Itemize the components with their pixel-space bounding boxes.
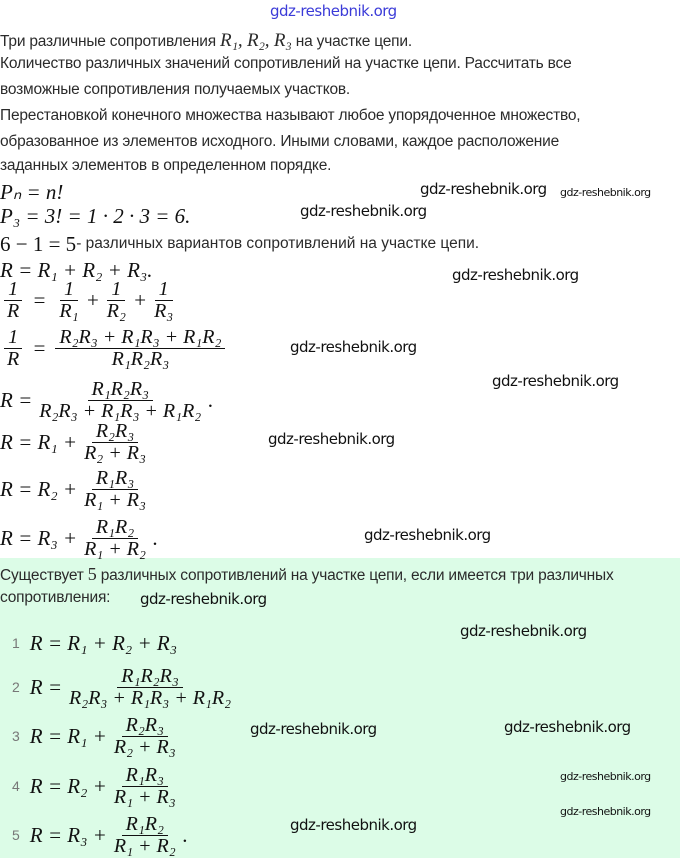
- intro-line-3: возможные сопротивления получаемых участков.: [0, 81, 351, 98]
- fraction: [80, 468, 150, 511]
- text: на участке цепи.: [291, 33, 412, 50]
- watermark: gdz-reshebnik.org: [364, 526, 491, 544]
- numerator: R₂R₃: [122, 715, 168, 737]
- fraction: [103, 279, 130, 322]
- numerator: 1: [4, 279, 22, 301]
- numerator: 1: [4, 327, 22, 349]
- text: - различных вариантов сопротивлений на участке цепи.: [76, 235, 480, 252]
- period: .: [182, 822, 188, 847]
- formula-parallel-combined: [0, 326, 228, 370]
- fraction: [110, 814, 180, 857]
- list-item: [0, 621, 177, 665]
- numerator: 1: [155, 279, 173, 301]
- denominator: R₃: [154, 299, 174, 322]
- numerator: R₁R₂: [92, 517, 138, 539]
- watermark: gdz-reshebnik.org: [560, 770, 651, 783]
- plus: +: [132, 287, 148, 312]
- numerator: R₂R₃: [92, 421, 138, 443]
- watermark: gdz-reshebnik.org: [268, 430, 395, 448]
- watermark: gdz-reshebnik.org: [560, 805, 651, 818]
- denominator: R₁ + R₂: [113, 834, 176, 857]
- equals: =: [32, 335, 47, 360]
- list-item: [0, 665, 238, 709]
- formula-total-parallel: [0, 378, 214, 422]
- denominator: R₂ + R₃: [113, 735, 176, 758]
- denominator: R: [7, 299, 20, 322]
- fraction: [55, 279, 82, 322]
- denominator: R₁ + R₂: [84, 537, 146, 560]
- text: различных сопротивлений на участке цепи, если имеется три различных: [96, 567, 614, 584]
- lhs: R = R₁ +: [0, 429, 78, 454]
- lhs: R = R₂ +: [0, 476, 78, 501]
- lhs: R = R₃ +: [0, 525, 78, 550]
- lhs: R = R₁ +: [29, 723, 107, 748]
- numerator: R₁R₃: [92, 468, 138, 490]
- fraction: [65, 666, 235, 709]
- watermark: gdz-reshebnik.org: [140, 590, 267, 608]
- formula-parallel: [0, 278, 180, 322]
- plus: +: [85, 287, 100, 312]
- text: Три различные сопротивления: [0, 33, 221, 50]
- formula-pn: Pₙ = n!: [0, 179, 64, 204]
- item-number: 1: [12, 635, 20, 651]
- denominator: R₁R₂R₃: [111, 347, 170, 370]
- denominator: R₂R₃ + R₁R₃ + R₁R₂: [69, 686, 232, 709]
- lhs: R = R₂ +: [29, 773, 107, 798]
- intro-line-6: заданных элементов в определенном порядке.: [0, 157, 332, 174]
- lhs: R = R₁ + R₂ + R₃: [29, 630, 178, 655]
- watermark: gdz-reshebnik.org: [290, 338, 417, 356]
- fraction: [110, 715, 180, 758]
- formula-p3: P₃ = 3! = 1 · 2 · 3 = 6.: [0, 203, 191, 228]
- numerator: R₁R₃: [122, 765, 168, 787]
- fraction: [35, 379, 205, 422]
- watermark: gdz-reshebnik.org: [504, 718, 631, 736]
- period: .: [152, 525, 159, 550]
- formula-series: R = R₁ + R₂ + R₃.: [0, 257, 153, 282]
- formula-mixed-1: [0, 420, 153, 464]
- watermark: gdz-reshebnik.org: [290, 816, 417, 834]
- watermark: gdz-reshebnik.org: [300, 202, 427, 220]
- intro-line-1: [0, 30, 412, 52]
- denominator: R₂ + R₃: [84, 441, 146, 464]
- numerator: R₁R₂: [122, 814, 168, 836]
- lhs: R = R₃ +: [29, 822, 107, 847]
- denominator: R₂R₃ + R₁R₃ + R₁R₂: [39, 399, 202, 422]
- fraction: [150, 279, 177, 322]
- list-item: [0, 813, 188, 857]
- answer-line-1: [0, 564, 614, 585]
- watermark: gdz-reshebnik.org: [560, 186, 651, 199]
- numerator: R₁R₂R₃: [117, 666, 183, 688]
- count: 5: [87, 564, 97, 584]
- math: 6 − 1 = 5: [0, 231, 77, 256]
- denominator: R: [7, 347, 20, 370]
- watermark: gdz-reshebnik.org: [452, 266, 579, 284]
- intro-line-5: образованное из элементов исходного. Иными словами, каждое расположение: [0, 133, 560, 150]
- list-item: [0, 764, 183, 808]
- list-item: [0, 714, 183, 758]
- denominator: R₁ + R₃: [113, 785, 176, 808]
- equals: =: [32, 287, 47, 312]
- denominator: R₂: [106, 299, 126, 322]
- fraction: [80, 517, 150, 560]
- math-resistors: R₁, R₂, R₃: [220, 30, 292, 51]
- intro-line-2: Количество различных значений сопротивлений на участке цепи. Рассчитать все: [0, 55, 572, 72]
- denominator: R₁: [59, 299, 79, 322]
- watermark: gdz-reshebnik.org: [420, 180, 547, 198]
- fraction: [55, 327, 225, 370]
- lhs: R =: [0, 387, 33, 412]
- item-number: 2: [12, 679, 20, 695]
- numerator: 1: [107, 279, 125, 301]
- watermark: gdz-reshebnik.org: [460, 622, 587, 640]
- watermark: gdz-reshebnik.org: [250, 720, 377, 738]
- answer-line-2: сопротивления:: [0, 589, 111, 606]
- item-number: 5: [12, 827, 20, 843]
- text: Существует: [0, 567, 88, 584]
- numerator: 1: [60, 279, 78, 301]
- numerator: R₂R₃ + R₁R₃ + R₁R₂: [55, 327, 225, 349]
- formula-mixed-3: [0, 516, 158, 560]
- numerator: R₁R₂R₃: [88, 379, 154, 401]
- fraction: [3, 327, 23, 370]
- formula-mixed-2: [0, 467, 153, 511]
- watermark: gdz-reshebnik.org: [270, 2, 397, 20]
- item-number: 3: [12, 728, 20, 744]
- fraction: [80, 421, 150, 464]
- item-number: 4: [12, 778, 20, 794]
- intro-line-4: Перестановкой конечного множества называют любое упорядоченное множество,: [0, 107, 581, 124]
- denominator: R₁ + R₃: [84, 488, 146, 511]
- period: .: [208, 387, 214, 412]
- watermark: gdz-reshebnik.org: [492, 372, 619, 390]
- fraction: [3, 279, 23, 322]
- lhs: R =: [29, 674, 63, 699]
- fraction: [110, 765, 180, 808]
